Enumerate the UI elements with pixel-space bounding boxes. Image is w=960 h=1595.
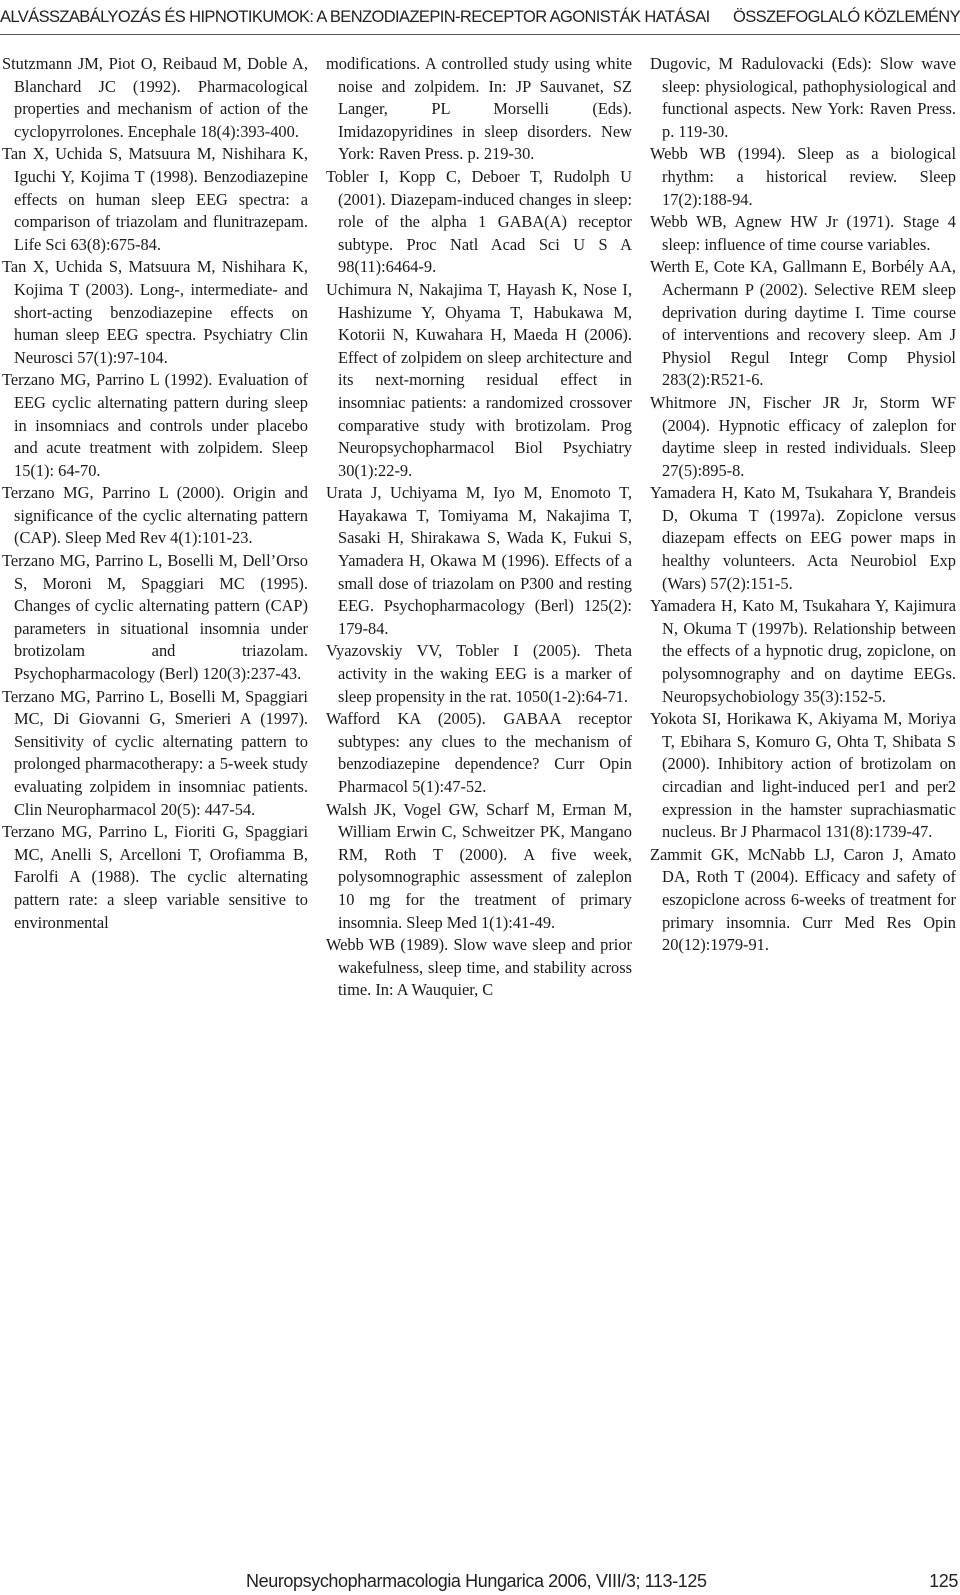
reference-entry: Tobler I, Kopp C, Deboer T, Rudolph U (2001). Diazepam-induced changes in sleep: role of the alpha 1 GABA(A) receptor subtype. Proc Natl Acad Sci U S A 98(11):6464-9.	[326, 166, 632, 277]
reference-entry: Stutzmann JM, Piot O, Reibaud M, Doble A, Blanchard JC (1992). Pharmacological properties and mechanism of action of the cyclopyrrolones. Encephale 18(4):393-400.	[2, 54, 308, 141]
reference-column-2	[326, 53, 632, 1002]
reference-entry: Tan X, Uchida S, Matsuura M, Nishihara K, Iguchi Y, Kojima T (1998). Benzodiazepine effects on human sleep EEG spectra: a comparison of triazolam and flunitrazepam. Life Sci 63(8):675-84.	[2, 144, 308, 254]
reference-entry: Wafford KA (2005). GABAA receptor subtypes: any clues to the mechanism of benzodiazepine dependence? Curr Opin Pharmacol 5(1):47-52.	[326, 709, 632, 796]
reference-entry: Yokota SI, Horikawa K, Akiyama M, Moriya T, Ebihara S, Komuro G, Ohta T, Shibata S (2000). Inhibitory action of brotizolam on circadian and light-induced per1 and per2 expression in the hamster suprachiasmatic nucleus. Br J Pharmacol 131(8):1739-47.	[650, 709, 956, 842]
reference-entry: Terzano MG, Parrino L, Boselli M, Spaggiari MC, Di Giovanni G, Smerieri A (1997). Sensitivity of cyclic alternating pattern to prolonged pharmacotherapy: a 5-week study evaluating zolpidem in insomniac patients. Clin Neuropharmacol 20(5): 447-54.	[2, 686, 308, 819]
reference-column-1	[2, 53, 308, 934]
reference-entry: Terzano MG, Parrino L (2000). Origin and significance of the cyclic alternating pattern (CAP). Sleep Med Rev 4(1):101-23.	[2, 483, 308, 548]
journal-citation: Neuropsychopharmacologia Hungarica 2006, VIII/3; 113-125	[246, 1571, 707, 1591]
reference-entry: Tan X, Uchida S, Matsuura M, Nishihara K, Kojima T (2003). Long-, intermediate- and short-acting benzodiazepine effects on human sleep EEG spectra. Psychiatry Clin Neurosci 57(1):97-104.	[2, 257, 308, 367]
reference-entry: Whitmore JN, Fischer JR Jr, Storm WF (2004). Hypnotic efficacy of zaleplon for daytime sleep in rested individuals. Sleep 27(5):895-8.	[650, 392, 956, 480]
reference-column-3	[650, 53, 956, 957]
reference-entry: Zammit GK, McNabb LJ, Caron J, Amato DA, Roth T (2004). Efficacy and safety of eszopiclone across 6-weeks of treatment for primary insomnia. Curr Med Res Opin 20(12):1979-91.	[650, 844, 956, 955]
reference-entry: Yamadera H, Kato M, Tsukahara Y, Kajimura N, Okuma T (1997b). Relationship between the effects of a hypnotic drug, zopiclone, on polysomnography and on daytime EEGs. Neuropsychobiology 35(3):152-5.	[650, 596, 956, 706]
page-footer	[0, 1571, 960, 1595]
running-header-section: ÖSSZEFOGLALÓ KÖZLEMÉNY	[732, 8, 960, 26]
running-header	[0, 4, 960, 34]
reference-entry: Terzano MG, Parrino L, Boselli M, Dell’Orso S, Moroni M, Spaggiari MC (1995). Changes of cyclic alternating pattern (CAP) parameters in situational insomnia under brotizolam and triazolam. Psychopharmacology (Berl) 120(3):237-43.	[2, 551, 308, 684]
reference-entry: Uchimura N, Nakajima T, Hayash K, Nose I, Hashizume Y, Ohyama T, Habukawa M, Kotorii N, Kuwahara H, Maeda H (2006). Effect of zolpidem on sleep architecture and its next-morning residual effect in insomniac patients: a randomized crossover comparative study with brotizolam. Prog Neuropsychopharmacol Biol Psychiatry 30(1):22-9.	[326, 279, 632, 480]
reference-entry: Vyazovskiy VV, Tobler I (2005). Theta activity in the waking EEG is a marker of sleep propensity in the rat. 1050(1-2):64-71.	[326, 641, 632, 706]
header-rule	[0, 34, 960, 35]
reference-entry: Webb WB (1994). Sleep as a biological rhythm: a historical review. Sleep 17(2):188-94.	[650, 144, 956, 209]
reference-entry: Walsh JK, Vogel GW, Scharf M, Erman M, William Erwin C, Schweitzer PK, Mangano RM, Roth T (2000). A five week, polysomnographic assessment of zaleplon 10 mg for the treatment of primary insomnia. Sleep Med 1(1):41-49.	[326, 799, 632, 932]
reference-entry: Dugovic, M Radulovacki (Eds): Slow wave sleep: physiological, pathophysiological and functional aspects. New York: Raven Press. p. 119-30.	[650, 54, 956, 141]
reference-entry: Yamadera H, Kato M, Tsukahara Y, Brandeis D, Okuma T (1997a). Zopiclone versus diazepam effects on EEG power maps in healthy volunteers. Acta Neurobiol Exp (Wars) 57(2):151-5.	[650, 483, 956, 593]
reference-entry: Werth E, Cote KA, Gallmann E, Borbély AA, Achermann P (2002). Selective REM sleep deprivation during daytime I. Time course of interventions and recovery sleep. Am J Physiol Regul Integr Comp Physiol 283(2):R521-6.	[650, 257, 956, 390]
reference-entry: Terzano MG, Parrino L (1992). Evaluation of EEG cyclic alternating pattern during sleep in insomniacs and controls under placebo and acute treatment with zolpidem. Sleep 15(1): 64-70.	[2, 370, 308, 480]
reference-entry: Webb WB (1989). Slow wave sleep and prior wakefulness, sleep time, and stability across time. In: A Wauquier, C	[326, 935, 632, 1000]
reference-entry: Urata J, Uchiyama M, Iyo M, Enomoto T, Hayakawa T, Tomiyama M, Nakajima T, Sasaki H, Shirakawa S, Wada K, Fukui S, Yamadera H, Okawa M (1996). Effects of a small dose of triazolam on P300 and resting EEG. Psychopharmacology (Berl) 125(2): 179-84.	[326, 483, 632, 638]
page-number: 125	[929, 1571, 958, 1591]
reference-entry: modifications. A controlled study using white noise and zolpidem. In: JP Sauvanet, SZ Langer, PL Morselli (Eds). Imidazopyridines in sleep disorders. New York: Raven Press. p. 219-30.	[326, 54, 632, 164]
running-header-title: ALVÁSSZABÁLYOZÁS ÉS HIPNOTIKUMOK: A BENZODIAZEPIN-RECEPTOR AGONISTÁK HATÁSAI	[0, 8, 710, 26]
reference-entry: Terzano MG, Parrino L, Fioriti G, Spaggiari MC, Anelli S, Arcelloni T, Orofiamma B, Farolfi A (1988). The cyclic alternating pattern rate: a sleep variable sensitive to environmental	[2, 822, 308, 932]
reference-entry: Webb WB, Agnew HW Jr (1971). Stage 4 sleep: influence of time course variables.	[650, 212, 956, 254]
